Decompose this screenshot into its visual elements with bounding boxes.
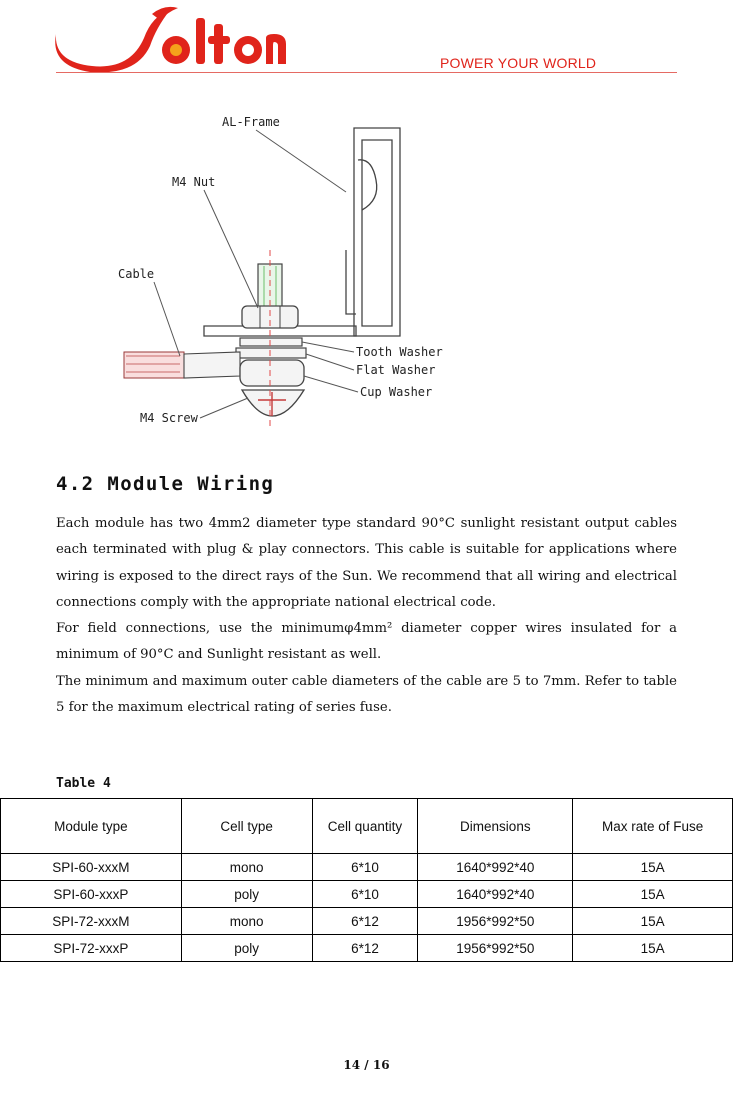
tagline: POWER YOUR WORLD (440, 55, 597, 71)
cell: 15A (573, 881, 733, 908)
cell: 1640*992*40 (418, 854, 573, 881)
cell: 15A (573, 854, 733, 881)
cell: 6*12 (312, 908, 418, 935)
label-cup-washer: Cup Washer (360, 385, 433, 399)
label-m4-screw: M4 Screw (140, 411, 198, 425)
label-cable: Cable (118, 267, 155, 281)
label-m4-nut: M4 Nut (172, 175, 216, 189)
header-max-fuse: Max rate of Fuse (573, 799, 733, 854)
cell: SPI-60-xxxM (1, 854, 182, 881)
table-row (1, 881, 733, 908)
page-number: 14 / 16 (343, 1058, 390, 1072)
table-row (1, 935, 733, 962)
table-caption: Table 4 (56, 776, 111, 791)
cell: 6*10 (312, 854, 418, 881)
cell: 1640*992*40 (418, 881, 573, 908)
section-heading: 4.2 Module Wiring (56, 473, 275, 495)
table-header-row (1, 799, 733, 854)
table-row (1, 854, 733, 881)
cell: 15A (573, 935, 733, 962)
cell: 15A (573, 908, 733, 935)
cell: 1956*992*50 (418, 908, 573, 935)
body-text (56, 511, 677, 721)
cell: SPI-60-xxxP (1, 881, 182, 908)
paragraph: The minimum and maximum outer cable diameters of the cable are 5 to 7mm. Refer to table 5 for the maximum electrical rating of series fuse. (56, 673, 677, 716)
header-module-type: Module type (1, 799, 182, 854)
label-tooth-washer: Tooth Washer (356, 345, 443, 359)
cell: 6*10 (312, 881, 418, 908)
solton-logo (52, 4, 288, 74)
cell: 1956*992*50 (418, 935, 573, 962)
header-dimensions: Dimensions (418, 799, 573, 854)
cell: mono (181, 908, 312, 935)
grounding-assembly-diagram (100, 100, 460, 440)
paragraph: Each module has two 4mm2 diameter type standard 90°C sunlight resistant output cables each terminated with plug & play connectors. This cable is suitable for applications where wiring is exposed to the direct rays of the Sun. We recommend that all wiring and electrical connections comply with the appropriate national electrical code. (56, 516, 677, 610)
cell: SPI-72-xxxM (1, 908, 182, 935)
module-spec-table (0, 798, 733, 962)
label-flat-washer: Flat Washer (356, 363, 436, 377)
paragraph: For field connections, use the minimumφ4mm² diameter copper wires insulated for a minimum of 90°C and Sunlight resistant as well. (56, 621, 677, 663)
table-row (1, 908, 733, 935)
cell: poly (181, 935, 312, 962)
header-cell-type: Cell type (181, 799, 312, 854)
cell: 6*12 (312, 935, 418, 962)
header-cell-quantity: Cell quantity (312, 799, 418, 854)
cell: poly (181, 881, 312, 908)
cell: SPI-72-xxxP (1, 935, 182, 962)
cell: mono (181, 854, 312, 881)
label-al-frame: AL-Frame (222, 115, 280, 129)
header-divider (56, 72, 677, 73)
